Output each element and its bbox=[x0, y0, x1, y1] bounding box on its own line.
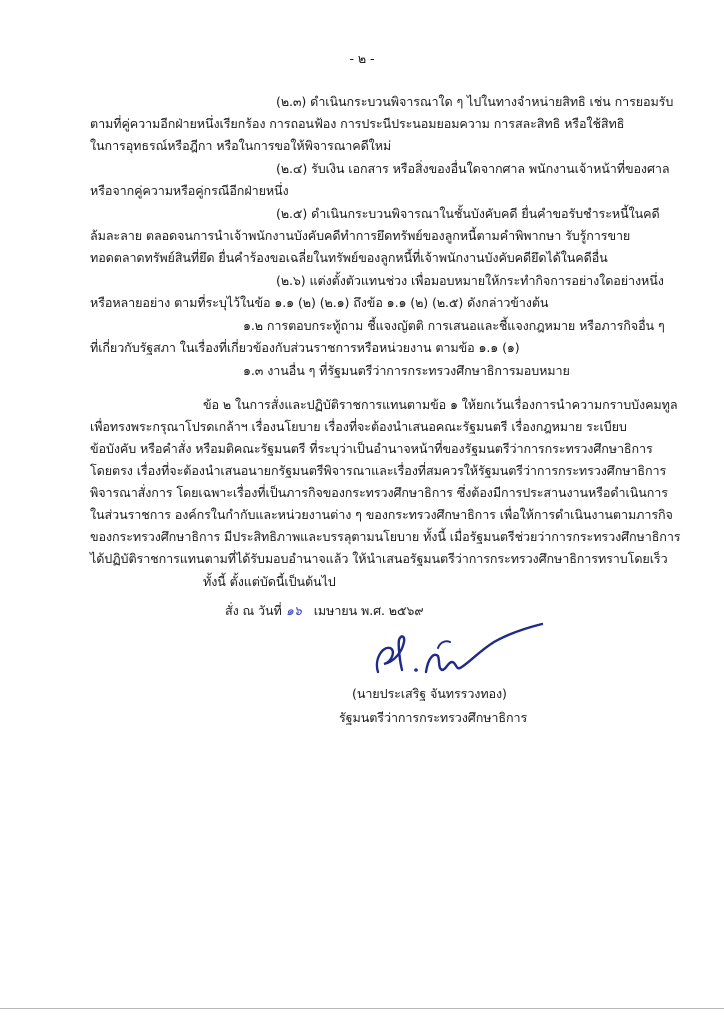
date-day: ๑๖ bbox=[285, 603, 302, 618]
date-prefix: สั่ง ณ วันที่ bbox=[225, 603, 282, 618]
page-bottom-edge bbox=[0, 1008, 724, 1009]
paragraph-line: ในส่วนราชการ องค์กรในกำกับและหน่วยงานต่าง ๆ ของกระทรวงศึกษาธิการ เพื่อให้การดำเนินงานตามภารกิจ bbox=[90, 507, 673, 522]
paragraph-line: หรือจากคู่ความหรือคู่กรณีอีกฝ่ายหนึ่ง bbox=[90, 183, 289, 198]
paragraph-line: ได้ปฏิบัติราชการแทนตามที่ได้รับมอบอำนาจแล้ว ให้นำเสนอรัฐมนตรีว่าการกระทรวงศึกษาธิการทราบโดยเร็ว bbox=[90, 551, 668, 566]
page-number: - ๒ - bbox=[349, 51, 375, 66]
paragraph-line: ตามที่คู่ความอีกฝ่ายหนึ่งเรียกร้อง การถอนฟ้อง การประนีประนอมยอมความ การสละสิทธิ หรือใช้สิทธิ bbox=[90, 116, 625, 131]
paragraph-line: พิจารณาสั่งการ โดยเฉพาะเรื่องที่เป็นภารกิจของกระทรวงศึกษาธิการ ซึ่งต้องมีการประสานงานหรือดำเนินการ bbox=[90, 485, 668, 500]
paragraph-line: โดยตรง เรื่องที่จะต้องนำเสนอนายกรัฐมนตรีพิจารณาและเรื่องที่สมควรให้รัฐมนตรีว่าการกระทรวงศึกษาธิการ bbox=[90, 463, 667, 478]
paragraph-line: ทั้งนี้ ตั้งแต่บัดนี้เป็นต้นไป bbox=[203, 574, 336, 589]
paragraph-line: (๒.๔) รับเงิน เอกสาร หรือสิ่งของอื่นใดจากศาล พนักงานเจ้าหน้าที่ของศาล bbox=[276, 161, 670, 176]
handwritten-signature bbox=[368, 612, 548, 682]
paragraph-line: ในการอุทธรณ์หรือฎีกา หรือในการขอให้พิจารณาคดีใหม่ bbox=[90, 138, 392, 153]
signer-name: (นายประเสริฐ จันทรรวงทอง) bbox=[352, 686, 507, 701]
paragraph-line: ๑.๓ งานอื่น ๆ ที่รัฐมนตรีว่าการกระทรวงศึกษาธิการมอบหมาย bbox=[243, 363, 570, 378]
paragraph-line: เพื่อทรงพระกรุณาโปรดเกล้าฯ เรื่องนโยบาย เรื่องที่จะต้องนำเสนอคณะรัฐมนตรี เรื่องกฎหมาย ระเบียบ bbox=[90, 419, 627, 434]
paragraph-line: (๒.๕) ดำเนินกระบวนพิจารณาในชั้นบังคับคดี ยื่นคำขอรับชำระหนี้ในคดี bbox=[276, 206, 660, 221]
paragraph-line: (๒.๓) ดำเนินกระบวนพิจารณาใด ๆ ไปในทางจำหน่ายสิทธิ เช่น การยอมรับ bbox=[276, 94, 674, 109]
signer-position: รัฐมนตรีว่าการกระทรวงศึกษาธิการ bbox=[339, 710, 528, 725]
paragraph-line: ทอดตลาดทรัพย์สินที่ยึด ยื่นคำร้องขอเฉลี่ยในทรัพย์ของลูกหนี้ที่เจ้าพนักงานบังคับคดียึดได้ในคดีอื่น bbox=[90, 250, 608, 265]
paragraph-line: ล้มละลาย ตลอดจนการนำเจ้าพนักงานบังคับคดีทำการยึดทรัพย์ของลูกหนี้ตามคำพิพากษา รับรู้การขาย bbox=[90, 228, 631, 243]
paragraph-line: ที่เกี่ยวกับรัฐสภา ในเรื่องที่เกี่ยวข้องกับส่วนราชการหรือหน่วยงาน ตามข้อ ๑.๑ (๑) bbox=[90, 340, 520, 355]
paragraph-line: ข้อ ๒ ในการสั่งและปฏิบัติราชการแทนตามข้อ ๑ ให้ยกเว้นเรื่องการนำความกราบบังคมทูล bbox=[203, 397, 678, 412]
paragraph-line: (๒.๖) แต่งตั้งตัวแทนช่วง เพื่อมอบหมายให้กระทำกิจการอย่างใดอย่างหนึ่ง bbox=[276, 273, 664, 288]
paragraph-line: ของกระทรวงศึกษาธิการ มีประสิทธิภาพและบรรลุตามนโยบาย ทั้งนี้ เมื่อรัฐมนตรีช่วยว่าการกระทรวงศึกษาธิการ bbox=[90, 529, 681, 544]
paragraph-line: หรือหลายอย่าง ตามที่ระบุไว้ในข้อ ๑.๑ (๒) (๒.๑) ถึงข้อ ๑.๑ (๒) (๒.๕) ดังกล่าวข้างต้น bbox=[90, 295, 549, 310]
paragraph-line: ๑.๒ การตอบกระทู้ถาม ชี้แจงญัตติ การเสนอและชี้แจงกฎหมาย หรือภารกิจอื่น ๆ bbox=[243, 318, 665, 333]
date-suffix: เมษายน พ.ศ. ๒๕๖๙ bbox=[313, 603, 424, 618]
paragraph-line: ข้อบังคับ หรือคำสั่ง หรือมติคณะรัฐมนตรี ที่ระบุว่าเป็นอำนาจหน้าที่ของรัฐมนตรีว่าการกระทรวงศึกษาธิการ bbox=[90, 441, 653, 456]
